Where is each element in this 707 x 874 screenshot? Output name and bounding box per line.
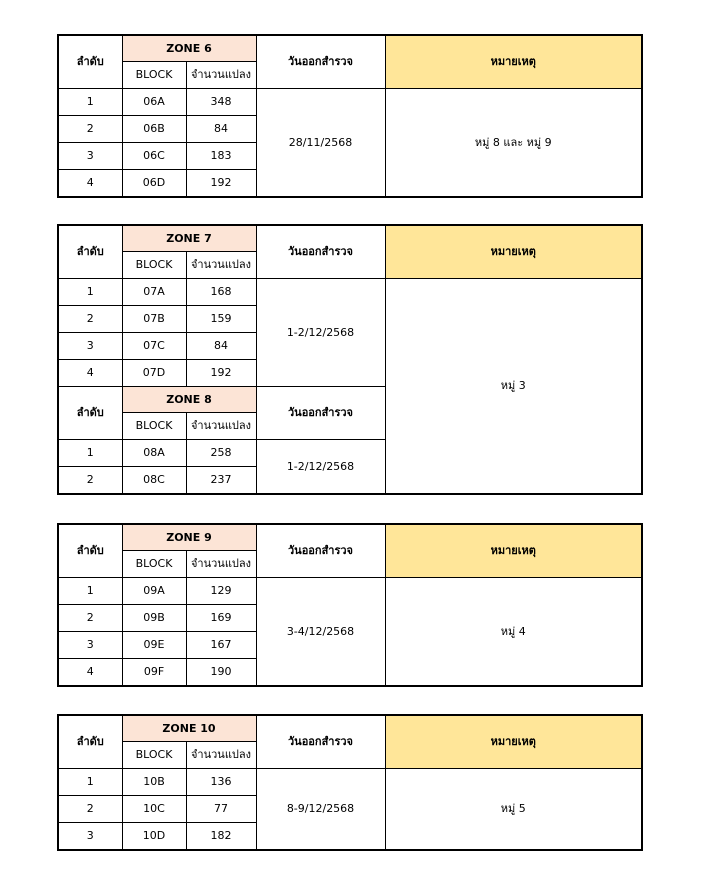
zone-title: ZONE 10 [122,715,256,742]
remark-cell: หมู่ 8 และ หมู่ 9 [385,89,642,198]
plots-header: จำนวนแปลง [186,742,256,769]
plots-cell: 183 [186,143,256,170]
block-cell: 07A [122,279,186,306]
remark-header: หมายเหตุ [385,225,642,279]
block-header: BLOCK [122,742,186,769]
seq-cell: 4 [58,659,122,687]
remark-header: หมายเหตุ [385,715,642,769]
block-cell: 10B [122,769,186,796]
plots-cell: 167 [186,632,256,659]
seq-header: ลำดับ [58,524,122,578]
block-cell: 10D [122,823,186,851]
seq-cell: 3 [58,143,122,170]
block-header: BLOCK [122,551,186,578]
survey-date-cell: 1-2/12/2568 [256,440,385,495]
plots-cell: 192 [186,170,256,198]
plots-cell: 169 [186,605,256,632]
plots-cell: 84 [186,116,256,143]
block-header: BLOCK [122,62,186,89]
block-cell: 09E [122,632,186,659]
zone-title: ZONE 6 [122,35,256,62]
block-cell: 08A [122,440,186,467]
plots-cell: 237 [186,467,256,495]
survey-date-header: วันออกสำรวจ [256,387,385,440]
plots-cell: 168 [186,279,256,306]
plots-cell: 159 [186,306,256,333]
seq-cell: 3 [58,632,122,659]
zone-title: ZONE 8 [122,387,256,413]
block-cell: 06B [122,116,186,143]
plots-cell: 348 [186,89,256,116]
seq-cell: 3 [58,333,122,360]
remark-cell: หมู่ 4 [385,578,642,687]
remark-header: หมายเหตุ [385,35,642,89]
remark-header: หมายเหตุ [385,524,642,578]
seq-cell: 2 [58,796,122,823]
seq-cell: 1 [58,279,122,306]
seq-cell: 3 [58,823,122,851]
zone10-table [57,714,643,851]
plots-header: จำนวนแปลง [186,413,256,440]
survey-date-cell: 3-4/12/2568 [256,578,385,687]
zone7-8-table [57,224,643,495]
zone-title: ZONE 7 [122,225,256,252]
plots-header: จำนวนแปลง [186,252,256,279]
plots-cell: 77 [186,796,256,823]
survey-date-header: วันออกสำรวจ [256,715,385,769]
seq-cell: 1 [58,89,122,116]
block-cell: 07C [122,333,186,360]
survey-date-cell: 1-2/12/2568 [256,279,385,387]
block-cell: 08C [122,467,186,495]
seq-cell: 2 [58,306,122,333]
plots-cell: 192 [186,360,256,387]
block-cell: 09B [122,605,186,632]
zone9-table [57,523,643,687]
zone-title: ZONE 9 [122,524,256,551]
seq-cell: 2 [58,116,122,143]
plots-cell: 129 [186,578,256,605]
plots-cell: 258 [186,440,256,467]
table-row [58,769,642,796]
seq-cell: 4 [58,170,122,198]
seq-header: ลำดับ [58,225,122,279]
zone6-table [57,34,643,198]
block-cell: 10C [122,796,186,823]
seq-cell: 4 [58,360,122,387]
seq-cell: 1 [58,578,122,605]
table-row [58,578,642,605]
seq-header: ลำดับ [58,387,122,440]
seq-cell: 1 [58,440,122,467]
remark-cell: หมู่ 5 [385,769,642,851]
block-cell: 06D [122,170,186,198]
survey-date-cell: 28/11/2568 [256,89,385,198]
block-cell: 06A [122,89,186,116]
plots-header: จำนวนแปลง [186,551,256,578]
survey-date-header: วันออกสำรวจ [256,35,385,89]
plots-cell: 190 [186,659,256,687]
seq-cell: 1 [58,769,122,796]
survey-date-cell: 8-9/12/2568 [256,769,385,851]
block-cell: 07D [122,360,186,387]
plots-header: จำนวนแปลง [186,62,256,89]
block-cell: 07B [122,306,186,333]
survey-date-header: วันออกสำรวจ [256,225,385,279]
block-header: BLOCK [122,413,186,440]
seq-header: ลำดับ [58,715,122,769]
plots-cell: 84 [186,333,256,360]
block-header: BLOCK [122,252,186,279]
block-cell: 09A [122,578,186,605]
block-cell: 06C [122,143,186,170]
survey-date-header: วันออกสำรวจ [256,524,385,578]
table-row [58,89,642,116]
table-row [58,279,642,306]
block-cell: 09F [122,659,186,687]
seq-cell: 2 [58,467,122,495]
plots-cell: 136 [186,769,256,796]
remark-cell: หมู่ 3 [385,279,642,495]
plots-cell: 182 [186,823,256,851]
seq-header: ลำดับ [58,35,122,89]
seq-cell: 2 [58,605,122,632]
